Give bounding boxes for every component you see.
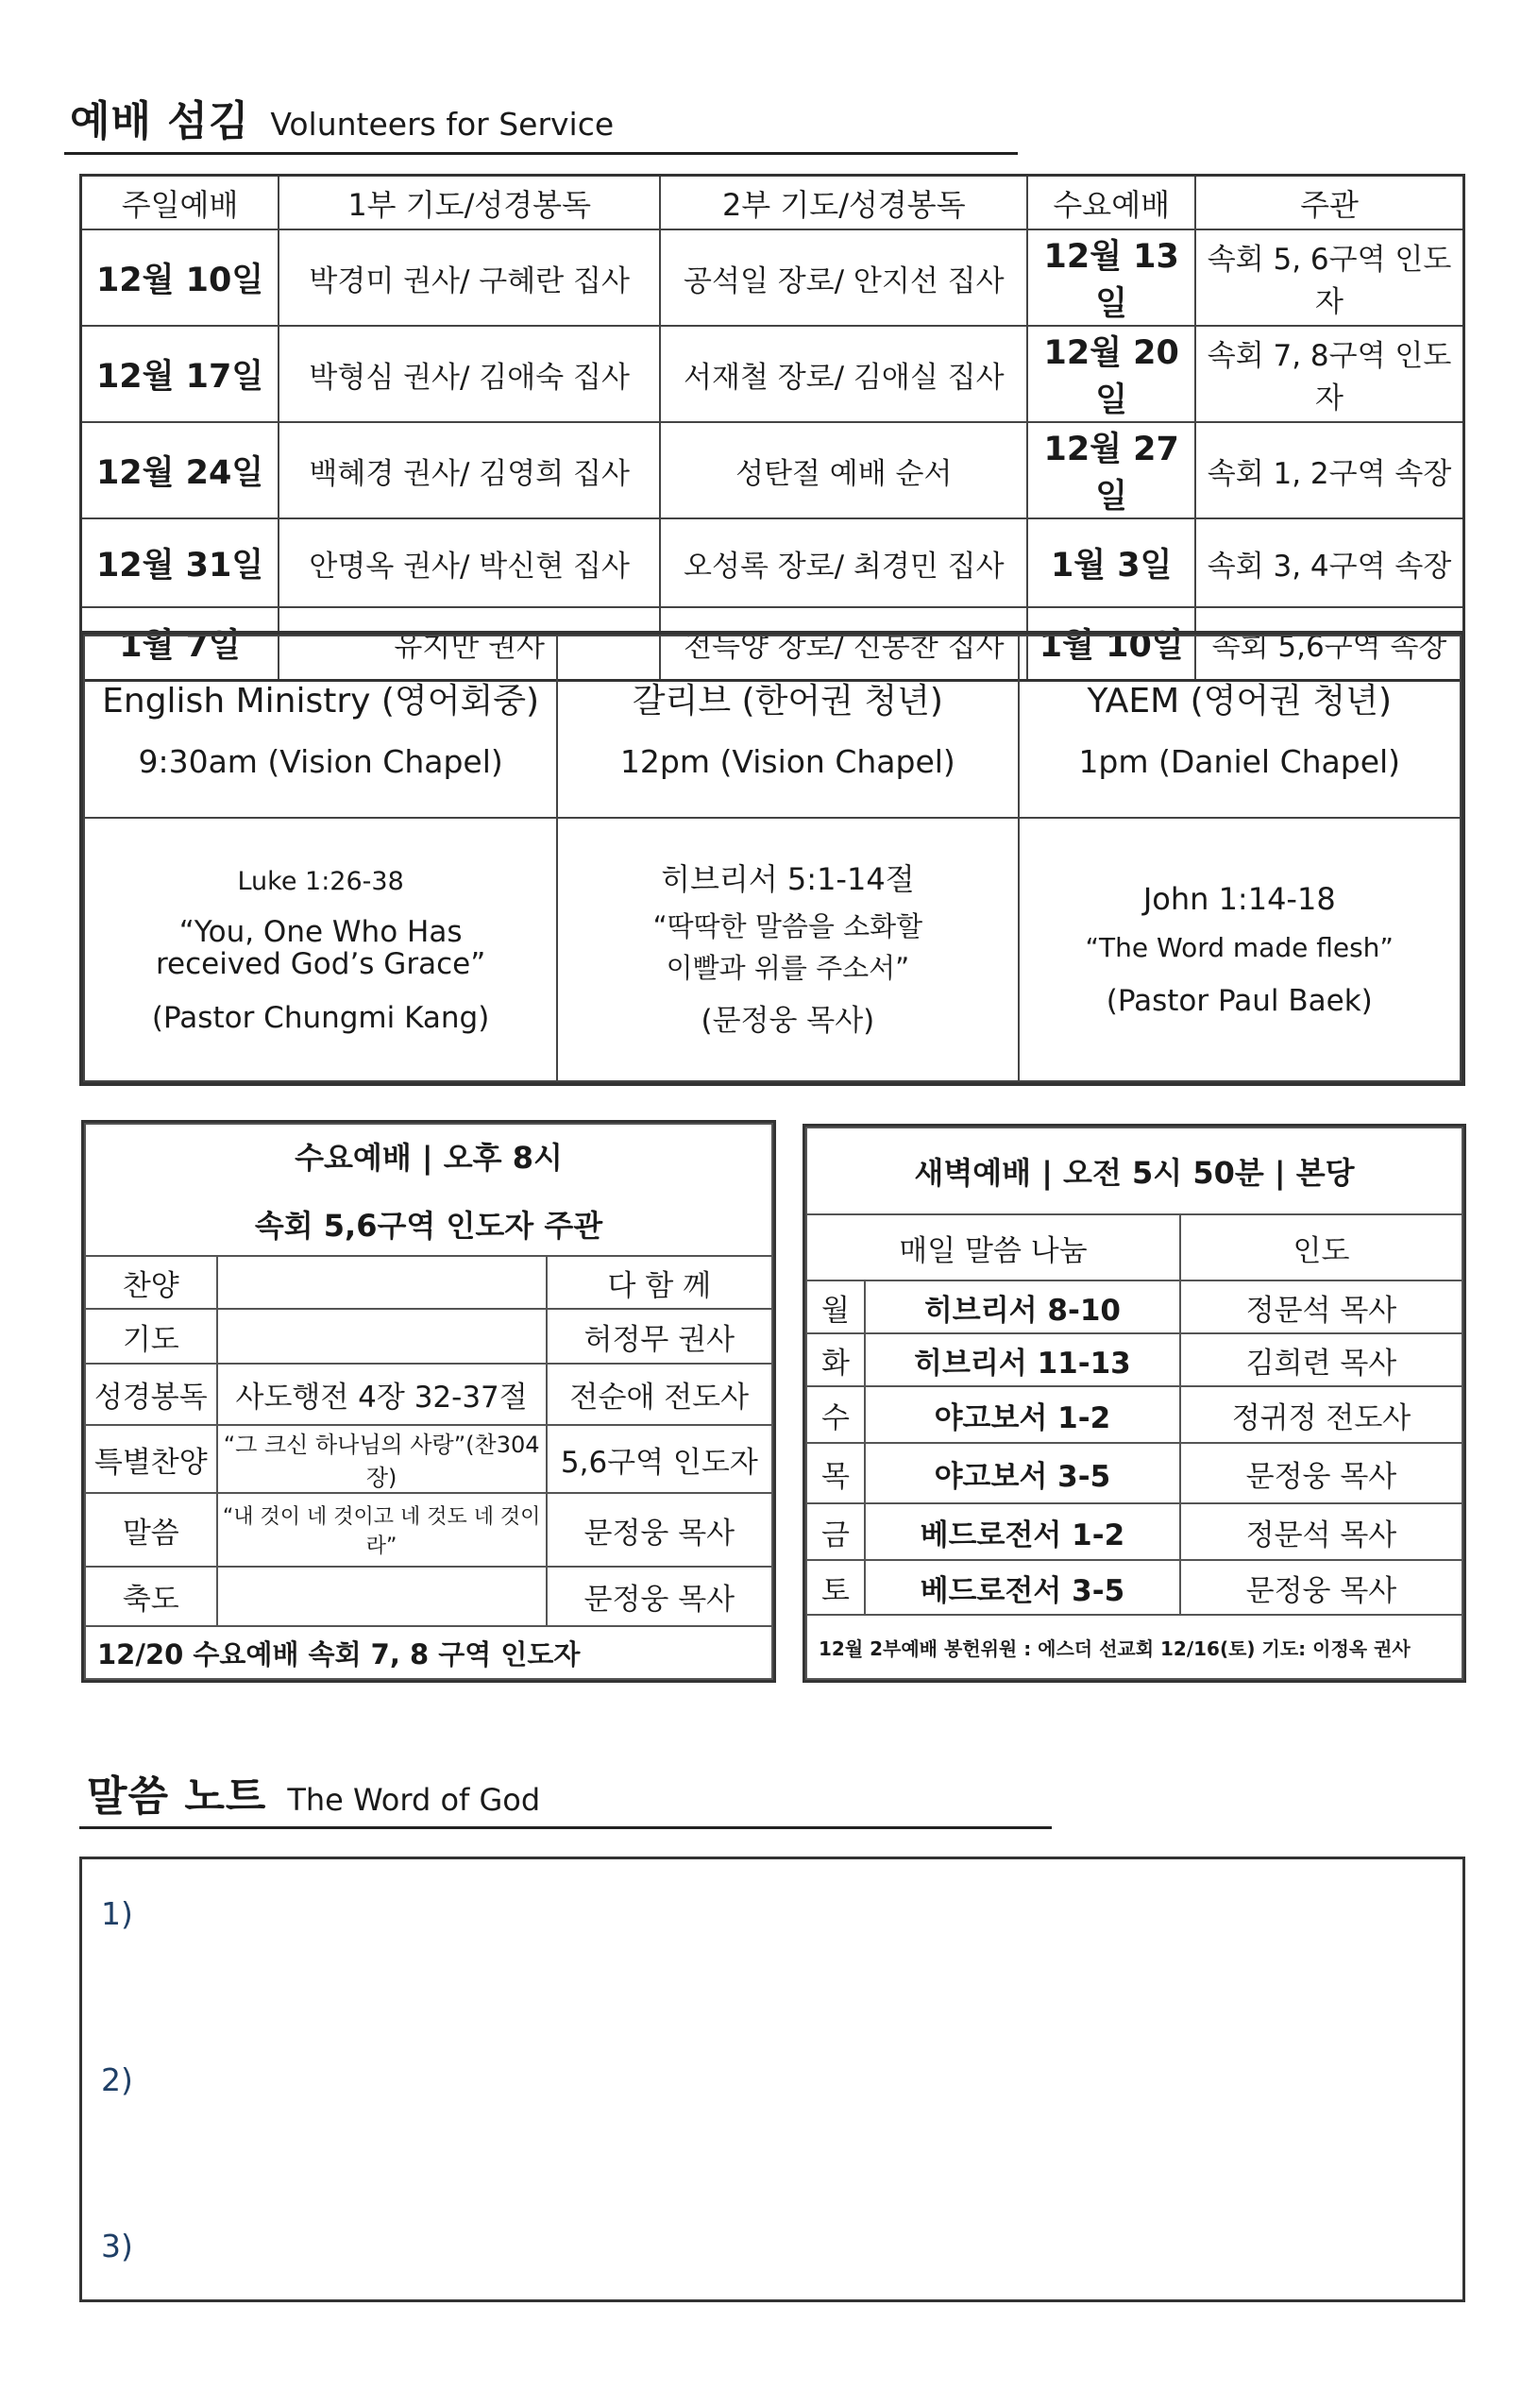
order-content [217, 1256, 547, 1309]
host-group: 속회 3, 4구역 속장 [1195, 518, 1463, 607]
wednesday-footer-row [85, 1626, 772, 1679]
day-label: 토 [806, 1560, 865, 1615]
reading: 야고보서 3-5 [865, 1443, 1180, 1503]
leader: 김희련 목사 [1180, 1333, 1462, 1386]
sermon-english [84, 818, 557, 1081]
order-content: 사도행전 4장 32-37절 [217, 1364, 547, 1425]
table-row [85, 1567, 772, 1626]
order-content [217, 1309, 547, 1364]
sermon-title-line1: “딱딱한 말씀을 소화할 [652, 909, 923, 942]
table-row [81, 518, 1464, 607]
table-row [806, 1386, 1462, 1443]
ministry-english [84, 636, 557, 818]
header-sunday: 주일예배 [81, 176, 279, 230]
sermon-title: “The Word made flesh” [1085, 931, 1394, 963]
ministry-yaem [1019, 636, 1462, 818]
wednesday-date: 12월 27일 [1027, 422, 1195, 518]
sermon-yaem [1019, 818, 1462, 1081]
table-row [85, 1493, 772, 1567]
dawn-service-box [803, 1124, 1466, 1683]
sermon-galib [557, 818, 1018, 1081]
dawn-column-header-row [806, 1214, 1462, 1280]
sermon-scripture: Luke 1:26-38 [237, 866, 404, 896]
leader: 문정웅 목사 [1180, 1443, 1462, 1503]
table-row [85, 1425, 772, 1493]
second-service-volunteers: 전득양 장로/ 신봉찬 집사 [660, 607, 1027, 680]
table-row [806, 1503, 1462, 1560]
order-item: 축도 [85, 1567, 217, 1626]
dawn-footer: 12월 2부예배 봉헌위원 : 에스더 선교회 12/16(토) 기도: 이정옥 권사 [806, 1615, 1462, 1679]
day-label: 수 [806, 1386, 865, 1443]
volunteers-table [79, 174, 1465, 682]
header-first-service: 1부 기도/성경봉독 [279, 176, 660, 230]
reading: 베드로전서 1-2 [865, 1503, 1180, 1560]
second-service-volunteers: 서재철 장로/ 김애실 집사 [660, 326, 1027, 422]
sunday-date: 1월 7일 [81, 607, 279, 680]
day-label: 월 [806, 1280, 865, 1333]
sermon-title: “You, One Who Has received God’s Grace” [155, 914, 486, 981]
table-row [806, 1443, 1462, 1503]
note-item-1: 1) [101, 1895, 133, 1932]
sermon-pastor: (Pastor Paul Baek) [1106, 983, 1373, 1018]
ministry-time: 9:30am (Vision Chapel) [138, 742, 503, 780]
dawn-header-row [806, 1128, 1462, 1214]
sermon-title-line2: 이빨과 위를 주소서” [666, 951, 910, 984]
sermon-scripture: 히브리서 5:1-14절 [661, 860, 915, 897]
leader: 정문석 목사 [1180, 1280, 1462, 1333]
order-item: 성경봉독 [85, 1364, 217, 1425]
ministries-sermon-row [84, 818, 1461, 1081]
ministries-box [79, 631, 1465, 1086]
wednesday-footer: 12/20 수요예배 속회 7, 8 구역 인도자 [85, 1626, 772, 1679]
wednesday-date: 12월 20일 [1027, 326, 1195, 422]
ministry-name: 갈리브 (한어권 청년) [632, 681, 943, 721]
order-leader: 허정무 권사 [547, 1309, 772, 1364]
host-group: 속회 5, 6구역 인도자 [1195, 229, 1463, 326]
day-label: 화 [806, 1333, 865, 1386]
volunteers-header-row [81, 176, 1464, 230]
table-row [85, 1364, 772, 1425]
wednesday-header [85, 1124, 772, 1256]
volunteers-heading [70, 87, 614, 147]
table-row [806, 1280, 1462, 1333]
ministry-galib [557, 636, 1018, 818]
first-service-volunteers: 안명옥 권사/ 박신현 집사 [279, 518, 660, 607]
volunteers-title-ko: 예배 섬김 [70, 97, 250, 145]
table-row [81, 229, 1464, 326]
order-leader: 문정웅 목사 [547, 1567, 772, 1626]
order-item: 특별찬양 [85, 1425, 217, 1493]
table-row [806, 1333, 1462, 1386]
host-group: 속회 1, 2구역 속장 [1195, 422, 1463, 518]
first-service-volunteers: 박경미 권사/ 구혜란 집사 [279, 229, 660, 326]
ministry-name: English Ministry (영어회중) [102, 681, 540, 721]
reading: 야고보서 1-2 [865, 1386, 1180, 1443]
day-label: 목 [806, 1443, 865, 1503]
sunday-date: 12월 10일 [81, 229, 279, 326]
leader: 정문석 목사 [1180, 1503, 1462, 1560]
wednesday-service-box [81, 1120, 776, 1683]
ministry-time: 12pm (Vision Chapel) [619, 742, 955, 780]
wednesday-title: 수요예배 | 오후 8시 [295, 1140, 563, 1176]
volunteers-heading-rule [64, 152, 1018, 155]
wednesday-date: 1월 10일 [1027, 607, 1195, 680]
notes-title-ko: 말씀 노트 [87, 1772, 267, 1821]
notes-box[interactable] [79, 1857, 1465, 2302]
order-leader: 다 함 께 [547, 1256, 772, 1309]
sermon-pastor: (문정웅 목사) [701, 1003, 875, 1038]
volunteers-title-en: Volunteers for Service [270, 106, 615, 143]
order-content: “그 크신 하나님의 사랑”(찬304장) [217, 1425, 547, 1493]
ministries-info-row [84, 636, 1461, 818]
sunday-date: 12월 17일 [81, 326, 279, 422]
header-wednesday: 수요예배 [1027, 176, 1195, 230]
second-service-volunteers: 공석일 장로/ 안지선 집사 [660, 229, 1027, 326]
wednesday-date: 12월 13일 [1027, 229, 1195, 326]
order-item: 말씀 [85, 1493, 217, 1567]
table-row [81, 422, 1464, 518]
header-host: 주관 [1195, 176, 1463, 230]
leader: 문정웅 목사 [1180, 1560, 1462, 1615]
table-row [806, 1560, 1462, 1615]
day-label: 금 [806, 1503, 865, 1560]
second-service-volunteers: 성탄절 예배 순서 [660, 422, 1027, 518]
sunday-date: 12월 24일 [81, 422, 279, 518]
note-item-3: 3) [101, 2228, 133, 2264]
notes-title-en: The Word of God [287, 1782, 541, 1818]
host-group: 속회 5,6구역 속장 [1195, 607, 1463, 680]
second-service-volunteers: 오성록 장로/ 최경민 집사 [660, 518, 1027, 607]
dawn-footer-row [806, 1615, 1462, 1679]
notes-heading-rule [79, 1826, 1052, 1829]
order-leader: 전순애 전도사 [547, 1364, 772, 1425]
order-leader: 5,6구역 인도자 [547, 1425, 772, 1493]
wednesday-subtitle: 속회 5,6구역 인도자 주관 [254, 1208, 603, 1244]
table-row [81, 326, 1464, 422]
first-service-volunteers: 백혜경 권사/ 김영희 집사 [279, 422, 660, 518]
dawn-title: 새벽예배 | 오전 5시 50분 | 본당 [806, 1128, 1462, 1214]
leader: 정귀정 전도사 [1180, 1386, 1462, 1443]
sunday-date: 12월 31일 [81, 518, 279, 607]
note-item-2: 2) [101, 2061, 133, 2098]
order-content [217, 1567, 547, 1626]
wednesday-date: 1월 3일 [1027, 518, 1195, 607]
sermon-scripture: John 1:14-18 [1142, 880, 1336, 917]
dawn-header-leader: 인도 [1180, 1214, 1462, 1280]
host-group: 속회 7, 8구역 인도자 [1195, 326, 1463, 422]
header-second-service: 2부 기도/성경봉독 [660, 176, 1027, 230]
order-leader: 문정웅 목사 [547, 1493, 772, 1567]
reading: 히브리서 11-13 [865, 1333, 1180, 1386]
notes-heading [87, 1762, 540, 1823]
order-content: “내 것이 네 것이고 네 것도 네 것이라” [217, 1493, 547, 1567]
order-item: 기도 [85, 1309, 217, 1364]
reading: 베드로전서 3-5 [865, 1560, 1180, 1615]
sermon-pastor: (Pastor Chungmi Kang) [151, 1000, 490, 1035]
first-service-volunteers: 박형심 권사/ 김애숙 집사 [279, 326, 660, 422]
dawn-header-reading: 매일 말씀 나눔 [806, 1214, 1180, 1280]
table-row [85, 1309, 772, 1364]
table-row [85, 1256, 772, 1309]
order-item: 찬양 [85, 1256, 217, 1309]
wednesday-header-row [85, 1124, 772, 1256]
reading: 히브리서 8-10 [865, 1280, 1180, 1333]
ministry-time: 1pm (Daniel Chapel) [1078, 742, 1401, 780]
first-service-volunteers: 유지만 권사 [279, 607, 660, 680]
ministry-name: YAEM (영어권 청년) [1087, 681, 1392, 721]
